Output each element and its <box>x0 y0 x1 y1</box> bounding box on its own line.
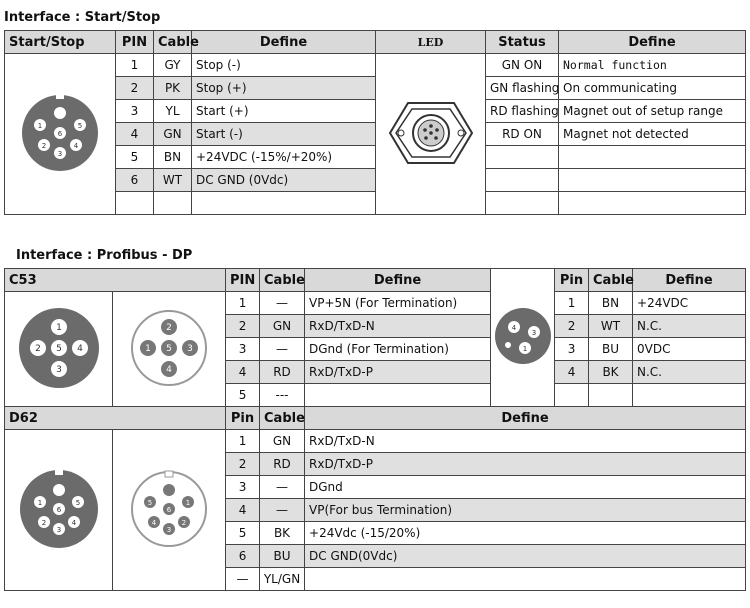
connector-6pin-dark-icon <box>16 466 102 552</box>
define-cell: RxD/TxD-P <box>305 361 491 384</box>
svg-text:1: 1 <box>185 498 191 507</box>
status-define-cell: Normal function <box>559 54 746 77</box>
cable-cell-power <box>589 384 633 407</box>
table-row <box>5 292 746 315</box>
svg-text:2: 2 <box>34 343 41 354</box>
table-row <box>5 430 746 453</box>
svg-text:3: 3 <box>166 525 172 534</box>
svg-text:1: 1 <box>37 121 43 130</box>
header-cable: Cable <box>260 269 305 292</box>
cable-cell: YL/GN <box>260 568 305 591</box>
d62-connector-dark-image <box>5 430 113 591</box>
hex-connector-icon <box>386 93 476 173</box>
header-start-stop: Start/Stop <box>5 31 116 54</box>
led-image <box>376 54 486 215</box>
pin-cell: 5 <box>226 384 260 407</box>
svg-text:1: 1 <box>145 343 151 354</box>
cable-cell: GN <box>154 123 192 146</box>
svg-text:3: 3 <box>56 525 61 534</box>
table-row <box>5 169 746 192</box>
cable-cell: --- <box>260 384 305 407</box>
cable-cell: BN <box>154 146 192 169</box>
pin-cell: 3 <box>226 338 260 361</box>
table-row <box>5 192 746 215</box>
status-cell: GN flashing <box>486 77 559 100</box>
define-cell: Stop (+) <box>192 77 376 100</box>
connector-6pin-icon <box>15 88 105 178</box>
svg-text:1: 1 <box>522 345 527 353</box>
define-cell: RxD/TxD-N <box>305 315 491 338</box>
define-cell-power: N.C. <box>633 315 746 338</box>
header-led: LED <box>376 31 486 54</box>
status-cell: RD ON <box>486 123 559 146</box>
cable-cell: GN <box>260 430 305 453</box>
header-pin: PIN <box>226 269 260 292</box>
table-row <box>5 77 746 100</box>
status-cell <box>486 146 559 169</box>
pin-cell: 4 <box>116 123 154 146</box>
cable-cell: GY <box>154 54 192 77</box>
connector-5pin-dark-icon <box>16 305 102 391</box>
status-define-cell: Magnet out of setup range <box>559 100 746 123</box>
svg-text:5: 5 <box>75 498 80 507</box>
svg-text:1: 1 <box>55 322 62 333</box>
svg-text:6: 6 <box>57 129 63 138</box>
cable-cell: WT <box>154 169 192 192</box>
connector-6pin-light-icon <box>126 466 212 552</box>
pin-cell: 6 <box>226 545 260 568</box>
svg-text:5: 5 <box>166 343 172 354</box>
pin-cell: 2 <box>226 453 260 476</box>
pin-cell-power: 1 <box>555 292 589 315</box>
svg-text:2: 2 <box>41 141 47 150</box>
start-stop-connector-image <box>5 54 116 215</box>
define-cell: VP(For bus Termination) <box>305 499 746 522</box>
pin-cell-power: 4 <box>555 361 589 384</box>
define-cell: DC GND(0Vdc) <box>305 545 746 568</box>
cable-cell: YL <box>154 100 192 123</box>
define-cell: DGnd (For Termination) <box>305 338 491 361</box>
svg-text:3: 3 <box>187 343 193 354</box>
svg-text:4: 4 <box>71 518 76 527</box>
cable-cell: — <box>260 338 305 361</box>
header-status: Status <box>486 31 559 54</box>
status-cell: RD flashing <box>486 100 559 123</box>
cable-cell-power: BK <box>589 361 633 384</box>
header-pin-power: Pin <box>555 269 589 292</box>
c53-connector-dark-image <box>5 292 113 407</box>
section-title-profibus: Interface : Profibus - DP <box>16 248 193 263</box>
svg-text:3: 3 <box>531 329 536 337</box>
pin-cell: 2 <box>226 315 260 338</box>
pin-cell: — <box>226 568 260 591</box>
pin-cell <box>116 192 154 215</box>
status-define-cell <box>559 169 746 192</box>
pin-cell: 6 <box>116 169 154 192</box>
define-cell: +24VDC (-15%/+20%) <box>192 146 376 169</box>
pin-cell: 1 <box>116 54 154 77</box>
pin-cell-power: 3 <box>555 338 589 361</box>
table-row <box>5 146 746 169</box>
pin-cell: 1 <box>226 292 260 315</box>
define-cell <box>192 192 376 215</box>
header-define: Define <box>305 269 491 292</box>
d62-connector-light-image <box>113 430 226 591</box>
svg-text:2: 2 <box>166 322 172 333</box>
status-define-cell: On communicating <box>559 77 746 100</box>
svg-text:4: 4 <box>151 518 157 527</box>
define-cell: RxD/TxD-N <box>305 430 746 453</box>
pin-cell: 4 <box>226 361 260 384</box>
header-define-d62: Define <box>305 407 746 430</box>
svg-text:5: 5 <box>147 498 153 507</box>
header-define-led: Define <box>559 31 746 54</box>
svg-text:4: 4 <box>73 141 79 150</box>
svg-text:5: 5 <box>77 121 83 130</box>
start-stop-table <box>4 30 746 215</box>
svg-text:5: 5 <box>55 343 62 354</box>
svg-text:4: 4 <box>166 364 172 375</box>
define-cell: DC GND (0Vdc) <box>192 169 376 192</box>
status-define-cell <box>559 146 746 169</box>
cable-cell-power: BN <box>589 292 633 315</box>
section-title-start-stop: Interface : Start/Stop <box>4 10 161 25</box>
pin-cell-power: 2 <box>555 315 589 338</box>
header-c53: C53 <box>5 269 226 292</box>
pin-cell: 1 <box>226 430 260 453</box>
pin-cell: 5 <box>226 522 260 545</box>
define-cell: DGnd <box>305 476 746 499</box>
status-define-cell <box>559 192 746 215</box>
cable-cell: BU <box>260 545 305 568</box>
power-connector-image <box>491 269 555 407</box>
cable-cell <box>154 192 192 215</box>
svg-text:2: 2 <box>41 518 46 527</box>
header-d62: D62 <box>5 407 226 430</box>
status-define-cell: Magnet not detected <box>559 123 746 146</box>
c53-connector-light-image <box>113 292 226 407</box>
status-cell <box>486 192 559 215</box>
header-cable: Cable <box>154 31 192 54</box>
svg-text:6: 6 <box>166 505 172 514</box>
define-cell: VP+5N (For Termination) <box>305 292 491 315</box>
pin-cell: 3 <box>116 100 154 123</box>
define-cell-power: N.C. <box>633 361 746 384</box>
svg-text:2: 2 <box>181 518 187 527</box>
header-cable-d62: Cable <box>260 407 305 430</box>
pin-cell: 5 <box>116 146 154 169</box>
define-cell: +24Vdc (-15/20%) <box>305 522 746 545</box>
define-cell: Stop (-) <box>192 54 376 77</box>
pin-cell: 2 <box>116 77 154 100</box>
svg-text:1: 1 <box>37 498 42 507</box>
header-pin-d62: Pin <box>226 407 260 430</box>
status-cell: GN ON <box>486 54 559 77</box>
pin-cell: 4 <box>226 499 260 522</box>
header-define-power: Define <box>633 269 746 292</box>
cable-cell: — <box>260 476 305 499</box>
cable-cell: BK <box>260 522 305 545</box>
table-row <box>5 100 746 123</box>
table-row <box>5 54 746 77</box>
header-pin: PIN <box>116 31 154 54</box>
header-cable-power: Cable <box>589 269 633 292</box>
define-cell-power: +24VDC <box>633 292 746 315</box>
pin-cell: 3 <box>226 476 260 499</box>
cable-cell: GN <box>260 315 305 338</box>
cable-cell: RD <box>260 453 305 476</box>
cable-cell: — <box>260 292 305 315</box>
cable-cell: RD <box>260 361 305 384</box>
connector-5pin-light-icon <box>126 305 212 391</box>
pin-cell-power <box>555 384 589 407</box>
svg-text:6: 6 <box>56 505 61 514</box>
table-row <box>5 123 746 146</box>
connector-4pin-icon <box>493 306 553 366</box>
svg-text:4: 4 <box>76 343 83 354</box>
cable-cell: PK <box>154 77 192 100</box>
svg-text:3: 3 <box>57 149 63 158</box>
cable-cell-power: WT <box>589 315 633 338</box>
define-cell <box>305 384 491 407</box>
header-define: Define <box>192 31 376 54</box>
define-cell-power <box>633 384 746 407</box>
cable-cell: — <box>260 499 305 522</box>
define-cell <box>305 568 746 591</box>
profibus-table <box>4 268 746 591</box>
define-cell: Start (-) <box>192 123 376 146</box>
svg-text:3: 3 <box>55 364 62 375</box>
status-cell <box>486 169 559 192</box>
svg-text:4: 4 <box>511 324 516 332</box>
define-cell: RxD/TxD-P <box>305 453 746 476</box>
cable-cell-power: BU <box>589 338 633 361</box>
define-cell-power: 0VDC <box>633 338 746 361</box>
define-cell: Start (+) <box>192 100 376 123</box>
